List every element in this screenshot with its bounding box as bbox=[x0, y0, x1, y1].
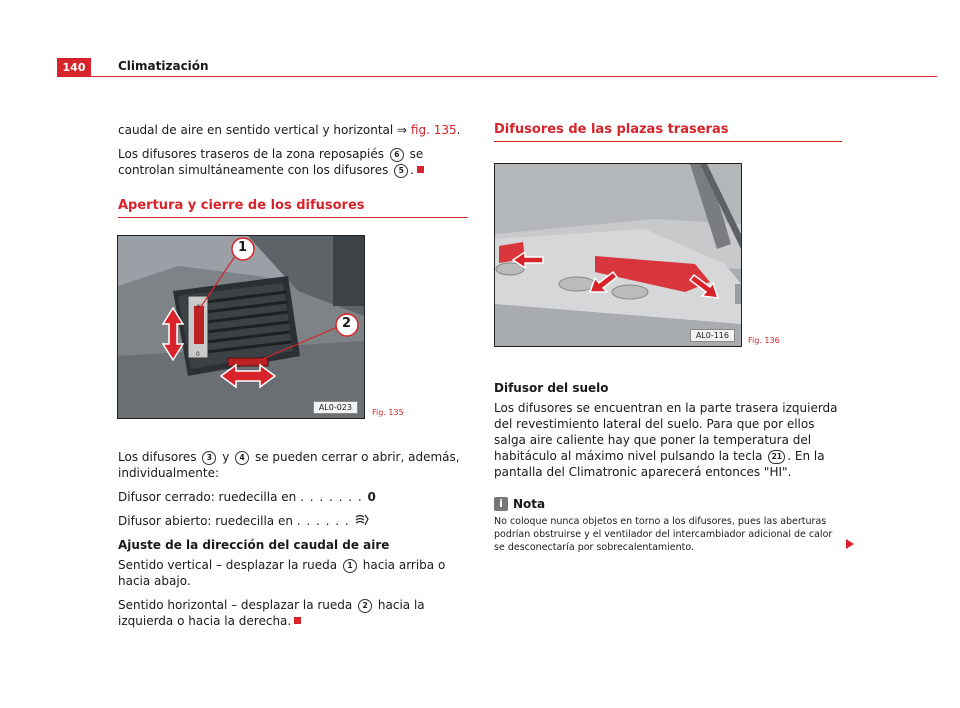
callout-badge: 1 bbox=[343, 559, 357, 573]
subheading-direction: Ajuste de la dirección del caudal de aire bbox=[118, 538, 390, 552]
callout-1: 1 bbox=[238, 240, 248, 255]
note-text: No coloque nunca objetos en torno a los difusores, pues las aberturas podrían obstruirse y el ventilador del intercambiador adicional de calor se desconectaría por sobrecalentamiento. bbox=[494, 516, 833, 553]
closed-line: Difusor cerrado: ruedecilla en . . . . . . . 0 bbox=[118, 490, 376, 504]
callout-badge: 21 bbox=[768, 450, 785, 464]
figure-136 bbox=[494, 163, 742, 347]
info-icon: i bbox=[494, 497, 508, 511]
section-end-marker bbox=[417, 166, 424, 173]
section-heading: Apertura y cierre de los difusores bbox=[118, 198, 468, 218]
callout-2: 2 bbox=[342, 316, 352, 331]
vent-photo bbox=[118, 236, 364, 418]
left-column-lower bbox=[118, 449, 468, 637]
page-number: 140 bbox=[57, 58, 91, 77]
right-column-lower bbox=[494, 380, 844, 554]
section-heading: Difusores de las plazas traseras bbox=[494, 122, 842, 142]
right-column bbox=[494, 122, 844, 142]
floor-vent-photo bbox=[495, 164, 741, 346]
note-heading: i Nota bbox=[494, 496, 844, 512]
paragraph-horizontal: Sentido horizontal – desplazar la rueda 2 hacia la izquierda o hacia la derecha. bbox=[118, 598, 425, 628]
svg-text:0: 0 bbox=[196, 351, 200, 358]
chapter-title: Climatización bbox=[118, 59, 209, 73]
section-end-marker bbox=[294, 617, 301, 624]
figure-label: Fig. 135 bbox=[372, 408, 404, 417]
callout-badge: 2 bbox=[358, 599, 372, 613]
subheading-floor-vent: Difusor del suelo bbox=[494, 381, 609, 395]
callout-badge: 5 bbox=[394, 164, 408, 178]
closed-value: 0 bbox=[367, 490, 376, 504]
figure-label: Fig. 136 bbox=[748, 336, 780, 345]
continue-arrow-icon bbox=[846, 539, 854, 549]
paragraph-rear-vents: Los difusores traseros de la zona reposapiés 6 se controlan simultáneamente con los difusores 5 . bbox=[118, 147, 424, 177]
callout-badge: 3 bbox=[202, 451, 216, 465]
header-rule bbox=[91, 76, 937, 77]
paragraph-vertical: Sentido vertical – desplazar la rueda 1 hacia arriba o hacia abajo. bbox=[118, 558, 446, 588]
paragraph-flow: caudal de aire en sentido vertical y horizontal ⇒ fig. 135. bbox=[118, 123, 461, 137]
callout-badge: 4 bbox=[235, 451, 249, 465]
paragraph-floor-vent: Los difusores se encuentran en la parte trasera izquierda del revestimiento lateral del suelo. Para que por ellos salga aire caliente hay que poner la temperatura del habitáculo al máximo nivel pulsando la tecla 21 . En la pantalla del Climatronic aparecerá entonces "HI". bbox=[494, 401, 838, 479]
left-column bbox=[118, 122, 468, 218]
open-line: Difusor abierto: ruedecilla en . . . . . . bbox=[118, 513, 468, 529]
callout-badge: 6 bbox=[390, 148, 404, 162]
figure-code: AL0-023 bbox=[313, 401, 358, 414]
svg-text:≋: ≋ bbox=[196, 303, 202, 310]
figure-code: AL0-116 bbox=[690, 329, 735, 342]
airflow-icon bbox=[354, 513, 370, 527]
figure-135 bbox=[117, 235, 365, 419]
paragraph-diffusers: Los difusores 3 y 4 se pueden cerrar o abrir, además, individualmente: bbox=[118, 450, 460, 480]
fig-135-link[interactable]: fig. 135 bbox=[410, 123, 457, 137]
